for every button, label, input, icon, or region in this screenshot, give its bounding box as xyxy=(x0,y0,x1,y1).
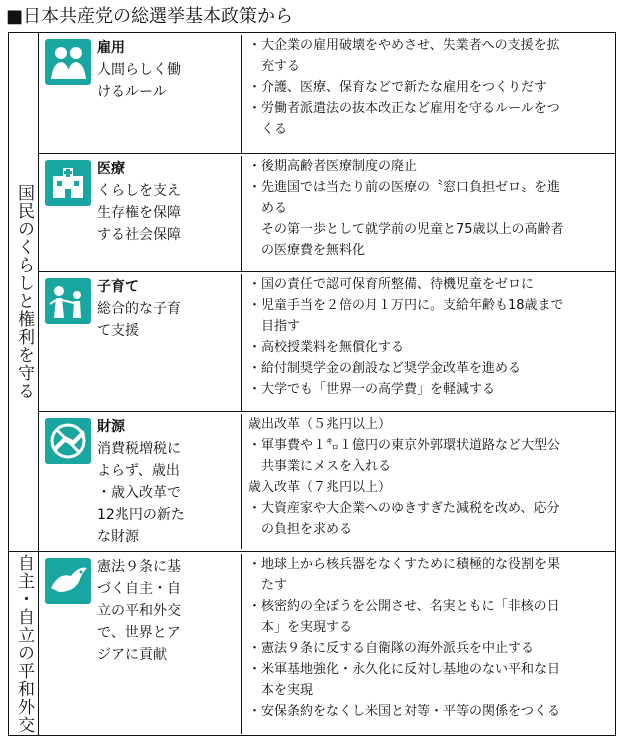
page-title: ■日本共産党の総選挙基本政策から xyxy=(6,6,294,27)
topic: 子育て 総合的な子育 て支援 xyxy=(97,276,237,342)
policy-row-medical xyxy=(39,153,615,271)
dove-icon xyxy=(45,558,91,604)
policy-items: ・大企業の雇用破壊をやめさせ、失業者への支援を拡 充する ・介護、医療、保育などで新たな雇用をつくりだす ・労働者派遣法の抜本改正など雇用を守るルールをつ くる xyxy=(241,35,611,153)
topic-heading: 雇用 xyxy=(97,40,125,56)
section-peace-diplomacy xyxy=(9,551,615,735)
topic: 医療 くらしを支え 生存権を保障 する社会保障 xyxy=(97,158,237,246)
policy-row-childcare xyxy=(39,271,615,411)
topic: 憲法９条に基 づく自主・自 立の平和外交 で、世界とア ジアに貢献 xyxy=(97,559,181,663)
topic-heading: 財源 xyxy=(97,419,125,435)
policy-items: ・後期高齢者医療制度の廃止 ・先進国では当たり前の医療の〝窓口負担ゼロ〟を進 める その第一歩として就学前の児童と75歳以上の高齢者 の医療費を無料化 xyxy=(241,156,611,271)
topic: 財源 消費税増税に よらず、歳出 ・歳入改革で 12兆円の新た な財源 xyxy=(97,416,237,548)
policy-row-diplomacy xyxy=(39,552,615,734)
topic-heading: 子育て xyxy=(97,279,139,295)
no-military-icon xyxy=(45,418,91,464)
workers-icon xyxy=(45,39,91,85)
children-icon xyxy=(45,278,91,324)
policy-row-employment xyxy=(39,33,615,153)
policy-items: ・国の責任で認可保育所整備、待機児童をゼロに ・児童手当を２倍の月１万円に。支給年齢も18歳まで 目指す ・高校授業料を無償化する ・給付制奨学金の創設など奨学金改革を進める ・大学でも「世界一の高学費」を軽減する xyxy=(241,274,611,411)
policy-table xyxy=(8,32,616,736)
policy-row-finance xyxy=(39,411,615,549)
topic-heading: 医療 xyxy=(97,161,125,177)
policy-items: 歳出改革（５兆円以上） ・軍事費や１㌔１億円の東京外郭環状道路など大型公 共事業にメスを入れる 歳入改革（７兆円以上） ・大資産家や大企業へのゆきすぎた減税を改め、応分 の負担を求める xyxy=(241,414,611,549)
topic: 雇用 人間らしく働 けるルール xyxy=(97,37,237,103)
section-livelihood xyxy=(9,33,615,551)
section-label: 国民のくらしと権利を守る xyxy=(9,33,39,551)
policy-items: ・地球上から核兵器をなくすために積極的な役割を果 たす ・核密約の全ぼうを公開させ、名実ともに「非核の日 本」を実現する ・憲法９条に反する自衛隊の海外派兵を中止する ・米軍基地強化・永久化に反対し基地のない平和な日 本を実現 ・安保条約をなくし米国と対等・平等の関係をつくる xyxy=(241,554,611,734)
hospital-icon xyxy=(45,160,91,206)
section-label: 自主・自立の平和外交 xyxy=(9,552,39,735)
